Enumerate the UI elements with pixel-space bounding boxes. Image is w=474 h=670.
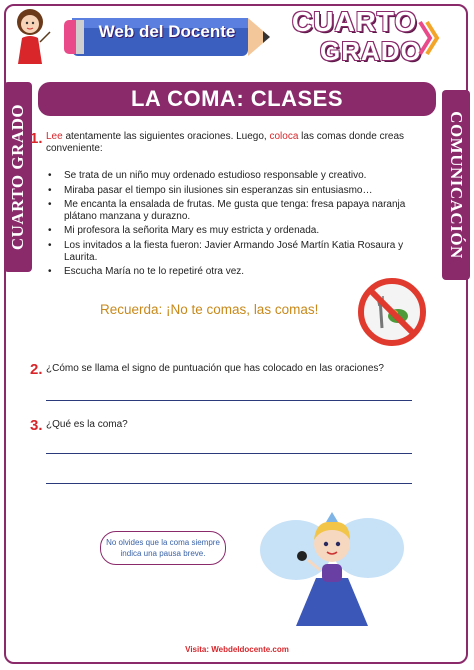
- grade-line-2: GRADO: [320, 36, 422, 66]
- grade-badge: [280, 6, 428, 66]
- grade-line-1: CUARTO: [292, 6, 418, 37]
- list-item: • Escucha María no te lo repetiré otra vez.: [46, 266, 438, 278]
- no-eating-sign-icon: [356, 276, 428, 348]
- page-title: LA COMA: CLASES: [130, 86, 343, 111]
- header: [0, 0, 474, 78]
- footer-link[interactable]: Visita: Webdeldocente.com: [185, 645, 289, 654]
- side-label-left: [4, 82, 32, 272]
- answer-line[interactable]: [46, 453, 412, 454]
- list-item: • Me encanta la ensalada de frutas. Me gusta que tenga: fresa papaya naranja plátano manzana y durazno.: [46, 199, 438, 222]
- list-item: • Los invitados a la fiesta fueron: Javier Armando José Martín Katia Rosaura y Laurita.: [46, 240, 438, 263]
- list-item: • Miraba pasar el tiempo sin ilusiones sin esperanzas sin entusiasmo…: [46, 185, 438, 197]
- speech-bubble: No olvides que la coma siempre indica una pausa breve.: [100, 531, 226, 565]
- q1-instruction: [46, 131, 442, 155]
- q2-number: 2.: [30, 361, 43, 378]
- q2-question: ¿Cómo se llama el signo de puntuación que has colocado en las oraciones?: [46, 363, 384, 374]
- title-box: [38, 82, 436, 116]
- side-label-right: [442, 90, 470, 280]
- teacher-girl-icon: [8, 6, 52, 66]
- q3-number: 3.: [30, 417, 43, 434]
- brand-label: Web del Docente: [98, 22, 236, 41]
- q1-text-2: las comas donde creas conveniente:: [46, 131, 405, 154]
- q1-word-coloca: coloca: [269, 131, 299, 142]
- sentence-list: [46, 170, 438, 281]
- q1-number: 1.: [30, 130, 43, 147]
- list-item: • Se trata de un niño muy ordenado estudioso responsable y creativo.: [46, 170, 438, 182]
- q3-question: ¿Qué es la coma?: [46, 419, 128, 430]
- q1-text-1: atentamente las siguientes oraciones. Luego,: [62, 131, 270, 142]
- answer-line[interactable]: [46, 400, 412, 401]
- reminder-text: Recuerda: ¡No te comas, las comas!: [100, 302, 319, 317]
- q1-word-lee: Lee: [46, 131, 63, 142]
- side-label-right-text: COMUNICACIÓN: [447, 111, 466, 259]
- side-label-left-text: CUARTO GRADO: [8, 103, 27, 251]
- answer-line[interactable]: [46, 483, 412, 484]
- fairy-illustration-icon: [256, 500, 406, 630]
- chevron-arrows-icon: [418, 18, 440, 58]
- list-item: • Mi profesora la señorita Mary es muy estricta y ordenada.: [46, 225, 438, 237]
